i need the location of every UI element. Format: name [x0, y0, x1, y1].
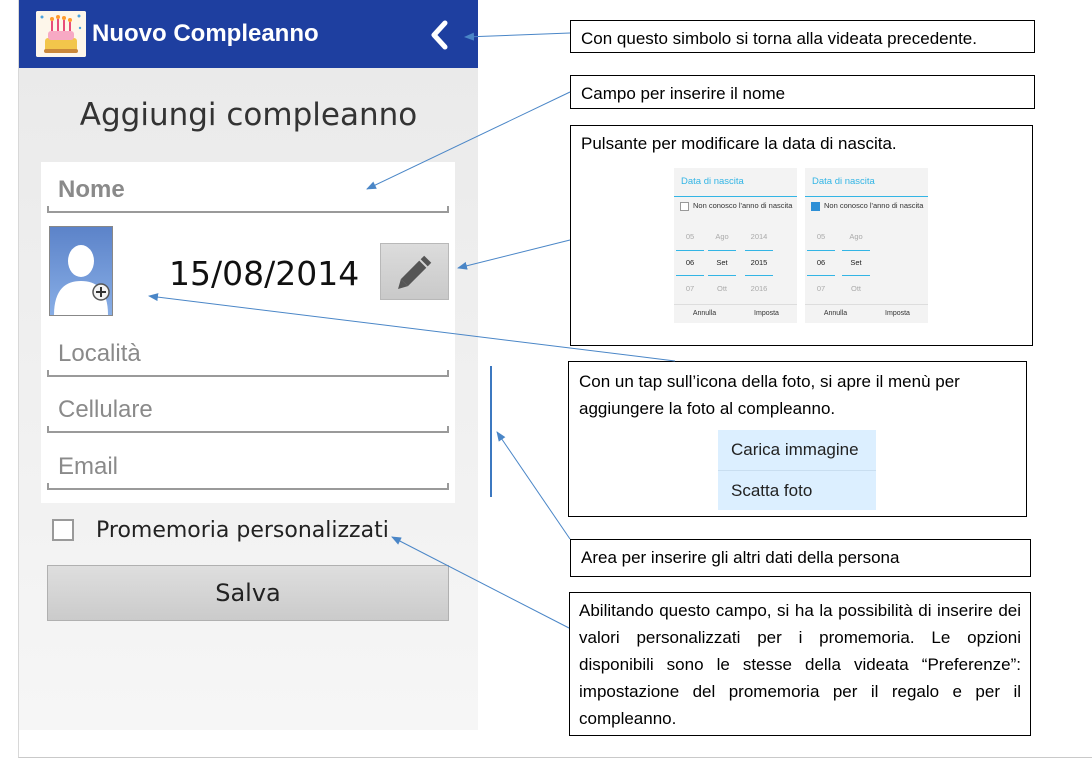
callout-date-text: Pulsante per modificare la data di nascita. [581, 134, 897, 153]
picker-year-selected[interactable]: 2015 [750, 258, 768, 267]
picker-month-next[interactable]: Ott [850, 284, 861, 293]
unknown-year-option[interactable] [674, 197, 797, 215]
callout-custom-reminders: Abilitando questo campo, si ha la possibilità di inserire dei valori personalizzati per i promemoria. Le opzioni disponibili sono le stesse della videata “Preferenze”: impostazione del promemoria per il regalo e per il compleanno. [569, 592, 1031, 736]
picker-month-selected[interactable]: Set [850, 258, 862, 267]
date-picker-dialog-no-year [805, 168, 928, 323]
date-picker-title: Data di nascita [805, 168, 928, 197]
date-picker-actions [674, 304, 797, 323]
picker-month-next[interactable]: Ott [716, 284, 727, 293]
callout-photo-text: Con un tap sull’icona della foto, si apre il menù per aggiungere la foto al compleanno. [579, 372, 960, 418]
picker-day-selected[interactable]: 06 [685, 258, 695, 267]
contact-photo-button[interactable] [49, 226, 113, 316]
screen-heading: Aggiungi compleanno [79, 97, 418, 133]
callout-photo [568, 361, 1027, 517]
picker-day-next[interactable]: 07 [685, 284, 695, 293]
name-input[interactable] [47, 171, 449, 209]
photo-menu [718, 430, 876, 510]
phone-screen [19, 0, 478, 730]
picker-month-selected[interactable]: Set [716, 258, 728, 267]
unknown-year-checkbox[interactable] [680, 202, 689, 211]
picker-day-prev[interactable]: 05 [816, 232, 826, 241]
picker-month-prev[interactable]: Ago [849, 232, 863, 241]
unknown-year-label: Non conosco l'anno di nascita [693, 201, 793, 210]
picker-day-prev[interactable]: 05 [685, 232, 695, 241]
custom-reminders-label: Promemoria personalizzati [96, 518, 389, 543]
picker-year-next[interactable]: 2016 [750, 284, 768, 293]
date-picker-confirm[interactable]: Imposta [885, 310, 910, 317]
picker-year-prev[interactable]: 2014 [750, 232, 768, 241]
pencil-icon [381, 244, 448, 299]
unknown-year-checkbox[interactable] [811, 202, 820, 211]
location-field[interactable] [47, 335, 449, 377]
contact-photo-icon [50, 227, 112, 315]
edit-date-button[interactable] [380, 243, 449, 300]
mobile-input[interactable] [47, 391, 449, 429]
name-field[interactable] [47, 171, 449, 213]
menu-item-load-image[interactable]: Carica immagine [731, 440, 859, 459]
picker-day-next[interactable]: 07 [816, 284, 826, 293]
callout-name: Campo per inserire il nome [570, 75, 1035, 109]
unknown-year-label: Non conosco l'anno di nascita [824, 201, 924, 210]
date-picker-actions [805, 304, 928, 323]
picker-day-selected[interactable]: 06 [816, 258, 826, 267]
email-field[interactable] [47, 448, 449, 490]
action-bar [19, 0, 478, 68]
chevron-left-icon [425, 17, 455, 53]
date-picker-confirm[interactable]: Imposta [754, 310, 779, 317]
date-picker-title: Data di nascita [674, 168, 797, 197]
unknown-year-option[interactable] [805, 197, 928, 215]
email-input[interactable] [47, 448, 449, 486]
form-card [41, 162, 455, 503]
app-title: Nuovo Compleanno [92, 20, 319, 47]
date-picker-cancel[interactable]: Annulla [692, 310, 717, 317]
birth-date: 15/08/2014 [169, 254, 360, 293]
custom-reminders-checkbox[interactable] [52, 519, 74, 541]
picker-month-prev[interactable]: Ago [715, 232, 729, 241]
birthday-cake-icon [36, 11, 86, 57]
date-picker-dialog [674, 168, 797, 323]
location-input[interactable] [47, 335, 449, 373]
back-button[interactable] [425, 17, 455, 53]
mobile-field[interactable] [47, 391, 449, 433]
menu-item-take-photo[interactable]: Scatta foto [718, 470, 876, 511]
save-button[interactable]: Salva [47, 565, 449, 621]
date-picker-cancel[interactable]: Annulla [823, 310, 848, 317]
callout-date [570, 125, 1033, 346]
callout-other-data: Area per inserire gli altri dati della persona [570, 539, 1031, 577]
callout-back: Con questo simbolo si torna alla videata precedente. [570, 20, 1035, 53]
